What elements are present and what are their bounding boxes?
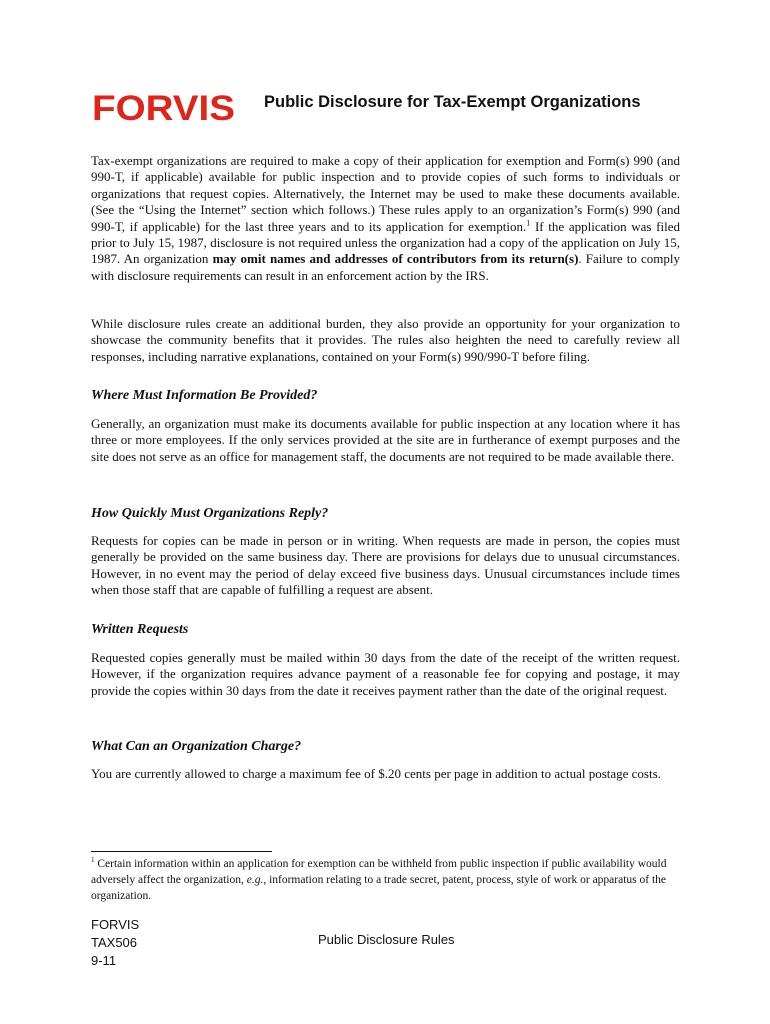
footer-doc-name: Public Disclosure Rules xyxy=(318,932,455,947)
intro-p1-c: . Failure to comply with disclosure requirements can result in an enforcement action by the IRS. xyxy=(91,251,680,283)
section-body-written: Requested copies generally must be mailed within 30 days from the date of the receipt of the written request. However, if the organization requires advance payment of a reasonable fee for copying and postage, it may provide the copies within 30 days from the date it receives payment rather than the date of the original request. xyxy=(91,650,680,698)
footnote-number: 1 xyxy=(91,856,95,865)
section-body-how-quickly: Requests for copies can be made in person or in writing. When requests are made in person, the copies must generally be provided on the same business day. There are provisions for delays due to unusual circumstances. However, in no event may the period of delay exceed five business days. Unusual circumstances include times when those staff that are capable of fulfilling a request are absent. xyxy=(91,533,680,598)
footer-form-code: TAX506 xyxy=(91,935,138,950)
section-heading-where: Where Must Information Be Provided? xyxy=(91,388,318,403)
intro-p1-bold: may omit names and addresses of contributors from its return(s) xyxy=(212,251,579,267)
section-heading-how-quickly: How Quickly Must Organizations Reply? xyxy=(91,506,329,521)
section-heading-written: Written Requests xyxy=(91,622,189,637)
section-body-charge: You are currently allowed to charge a maximum fee of $.20 cents per page in addition to actual postage costs. xyxy=(91,766,661,781)
footnote-text-a: Certain information within an application for exemption can be withheld from public inspection if public availability would adversely affect the organization, xyxy=(91,858,667,886)
section-body-where: Generally, an organization must make its documents available for public inspection at any location where it has three or more employees. If the only services provided at the site are in furtherance of exempt purposes and the site does not serve as an office for management staff, the documents are not required to be made available there. xyxy=(91,416,680,464)
section-heading-charge: What Can an Organization Charge? xyxy=(91,739,302,754)
footnote-divider xyxy=(91,851,272,852)
footer-left xyxy=(91,916,139,970)
footnote-text-italic: e.g. xyxy=(246,874,264,886)
footnote-text-b: , information relating to a trade secret, patent, process, style of work or apparatus of the organization. xyxy=(91,874,667,902)
logo-text: FORVIS xyxy=(92,90,235,124)
intro-paragraph-1 xyxy=(91,153,680,284)
intro-paragraph-2: While disclosure rules create an additional burden, they also provide an opportunity for your organization to showcase the community benefits that it provides. The rules also heighten the need to carefully review all responses, including narrative explanations, contained on your Form(s) 990/990-T before filing. xyxy=(91,316,680,364)
intro-p1-a: Tax-exempt organizations are required to make a copy of their application for exemption and Form(s) 990 (and 990-T, if applicable) available for public inspection and to provide copies of such forms to individuals or organizations that request copies. Alternatively, the Internet may be used to make these documents available. (See the “Using the Internet” section which follows.) These rules apply to an organization’s Form(s) 990 (and 990-T, if applicable) for the last three years and to its application for exemption. xyxy=(91,153,680,234)
forvis-logo xyxy=(92,90,237,124)
footer-date: 9-11 xyxy=(91,953,117,968)
intro-p1-b: If the application was filed prior to July 15, 1987, disclosure is not required unless the organization had a copy of the application on July 15, 1987. An organization xyxy=(91,218,680,267)
page-title: Public Disclosure for Tax-Exempt Organizations xyxy=(264,93,641,111)
footer-company: FORVIS xyxy=(91,917,140,932)
footnote-ref[interactable]: 1 xyxy=(526,218,531,228)
footnote xyxy=(91,856,681,904)
